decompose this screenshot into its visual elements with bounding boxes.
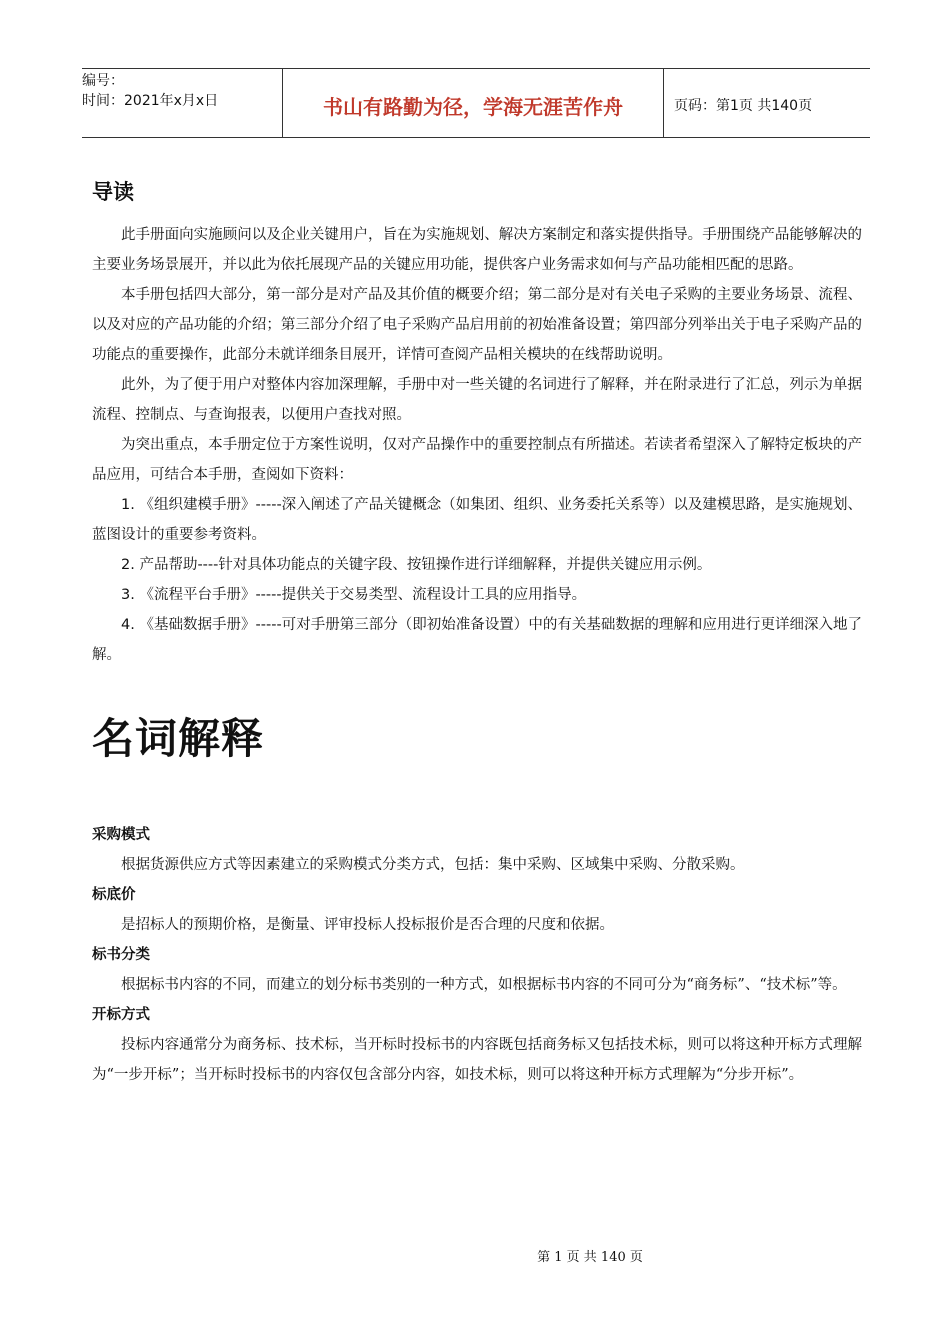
header-meta	[82, 69, 282, 137]
header-motto: 书山有路勤为径，学海无涯苦作舟	[282, 69, 664, 137]
header-page-info: 页码：第1页 共140页	[674, 98, 813, 114]
intro-list-item: 2. 产品帮助----针对具体功能点的关键字段、按钮操作进行详细解释，并提供关键应用示例。	[121, 557, 712, 573]
glossary-term: 开标方式	[92, 1007, 150, 1023]
document-body	[92, 176, 862, 1090]
intro-paragraph: 本手册包括四大部分，第一部分是对产品及其价值的概要介绍；第二部分是对有关电子采购的主要业务场景、流程、以及对应的产品功能的介绍；第三部分介绍了电子采购产品启用前的初始准备设置；第四部分列举出关于电子采购产品的功能点的重要操作，此部分未就详细条目展开，详情可查阅产品相关模块的在线帮助说明。	[92, 287, 862, 363]
glossary-title: 名词解释	[92, 714, 265, 763]
page-footer: 第 1 页 共 140 页	[537, 1250, 643, 1265]
intro-list-item: 1. 《组织建模手册》-----深入阐述了产品关键概念（如集团、组织、业务委托关系等）以及建模思路，是实施规划、蓝图设计的重要参考资料。	[92, 497, 862, 543]
glossary-definition: 根据标书内容的不同，而建立的划分标书类别的一种方式，如根据标书内容的不同可分为“商务标”、“技术标”等。	[121, 977, 847, 993]
document-number-label: 编号：	[82, 73, 124, 89]
glossary-definition: 投标内容通常分为商务标、技术标，当开标时投标书的内容既包括商务标又包括技术标，则可以将这种开标方式理解为“一步开标”；当开标时投标书的内容仅包含部分内容，如技术标，则可以将这种开标方式理解为“分步开标”。	[92, 1037, 862, 1083]
page-header	[82, 68, 870, 138]
glossary-term: 标底价	[92, 887, 136, 903]
intro-paragraph: 为突出重点，本手册定位于方案性说明，仅对产品操作中的重要控制点有所描述。若读者希望深入了解特定板块的产品应用，可结合本手册，查阅如下资料：	[92, 437, 862, 483]
intro-title: 导读	[92, 180, 134, 204]
glossary-definition: 是招标人的预期价格，是衡量、评审投标人投标报价是否合理的尺度和依据。	[121, 917, 614, 933]
document-date: 时间：2021年x月x日	[82, 93, 219, 109]
glossary-term: 标书分类	[92, 947, 150, 963]
glossary-term: 采购模式	[92, 827, 150, 843]
intro-paragraph: 此外，为了便于用户对整体内容加深理解，手册中对一些关键的名词进行了解释，并在附录进行了汇总，列示为单据流程、控制点、与查询报表，以便用户查找对照。	[92, 377, 862, 423]
intro-list-item: 4. 《基础数据手册》-----可对手册第三部分（即初始准备设置）中的有关基础数据的理解和应用进行更详细深入地了解。	[92, 617, 862, 663]
intro-paragraph: 此手册面向实施顾问以及企业关键用户，旨在为实施规划、解决方案制定和落实提供指导。手册围绕产品能够解决的主要业务场景展开，并以此为依托展现产品的关键应用功能，提供客户业务需求如何与产品功能相匹配的思路。	[92, 227, 862, 273]
glossary-definition: 根据货源供应方式等因素建立的采购模式分类方式，包括：集中采购、区域集中采购、分散采购。	[121, 857, 745, 873]
intro-list-item: 3. 《流程平台手册》-----提供关于交易类型、流程设计工具的应用指导。	[121, 587, 587, 603]
